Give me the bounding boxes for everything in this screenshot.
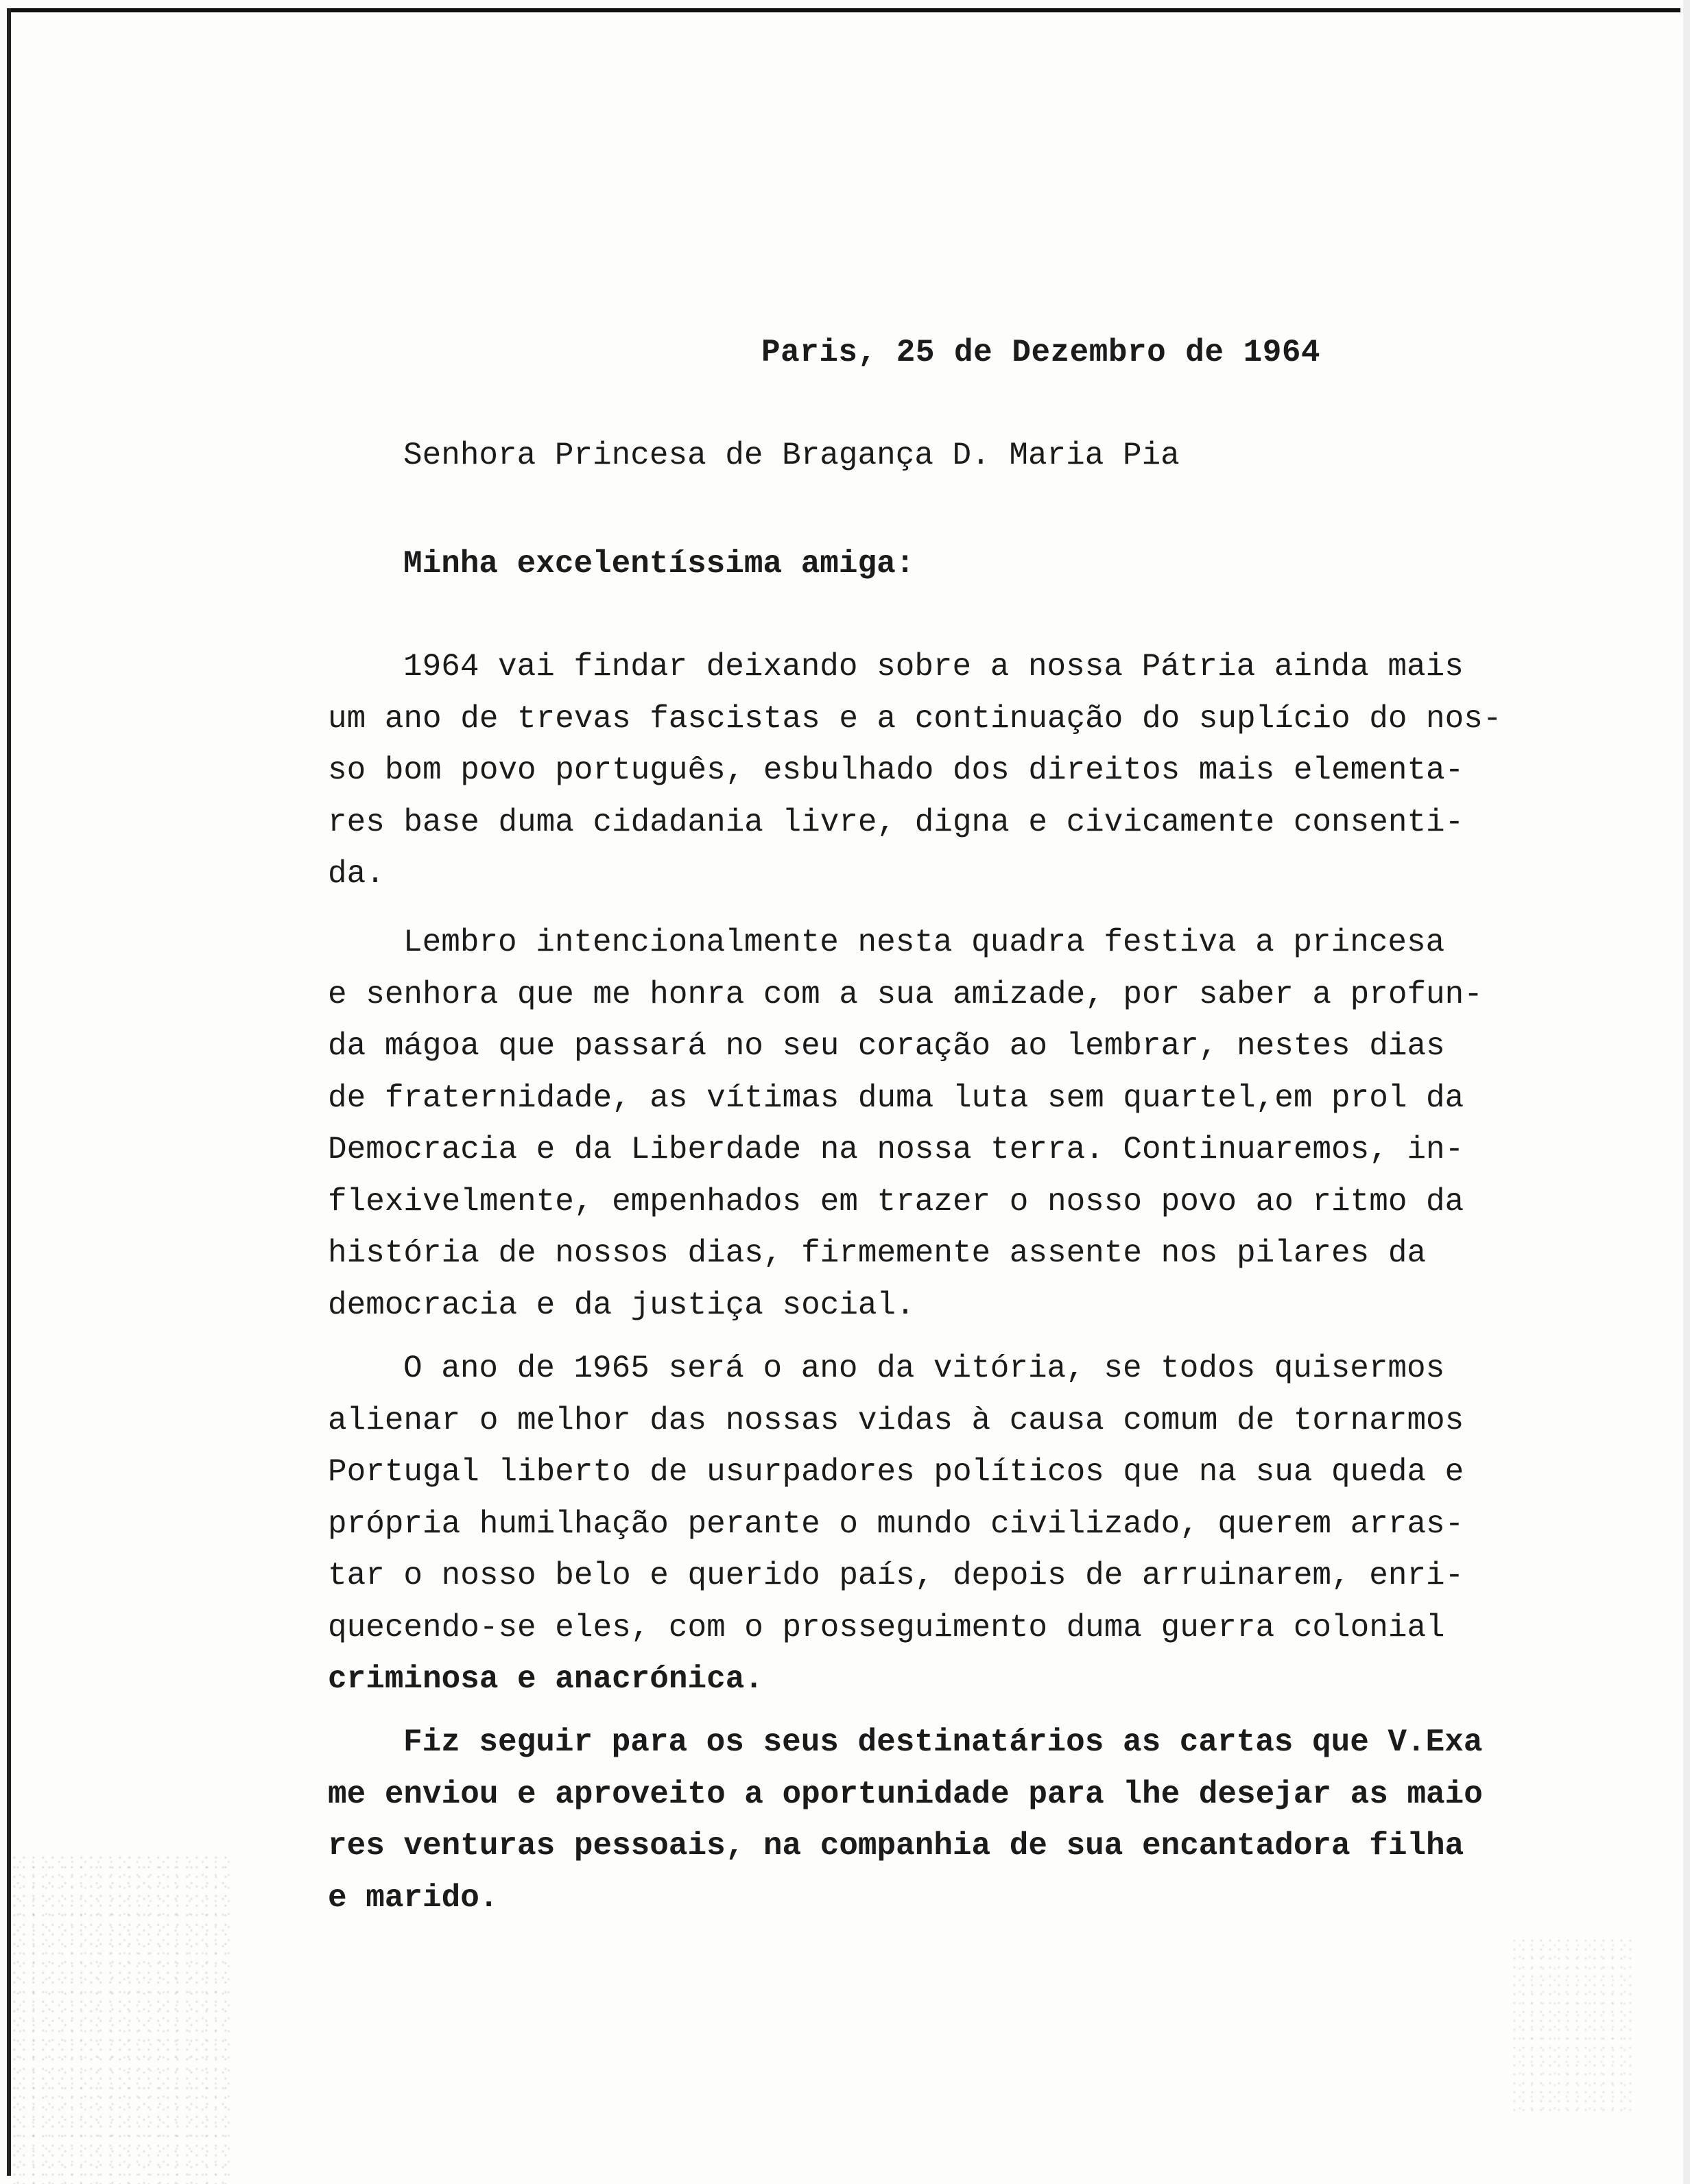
paragraph-line: alienar o melhor das nossas vidas à causa comum de tornarmos [328,1402,1464,1438]
paragraph-line: res venturas pessoais, na companhia de sua encantadora filha [328,1828,1464,1864]
scan-noise-bottom-right [1512,1937,1635,2115]
paragraph-2 [328,917,1604,1331]
paragraph-line: própria humilhação perante o mundo civilizado, querem arras- [328,1506,1464,1542]
paragraph-line: Portugal liberto de usurpadores políticos que na sua queda e [328,1454,1464,1490]
letter-addressee: Senhora Princesa de Bragança D. Maria Pia [403,438,1180,473]
paragraph-line: um ano de trevas fascistas e a continuação do suplício do nos- [328,700,1502,737]
paragraph-line: O ano de 1965 será o ano da vitória, se todos quisermos [403,1351,1445,1386]
scan-border-top [7,8,1680,12]
paragraph-3 [328,1343,1604,1706]
paragraph-line: democracia e da justiça social. [328,1287,915,1323]
paragraph-line: flexivelmente, empenhados em trazer o nosso povo ao ritmo da [328,1183,1464,1220]
paragraph-line: so bom povo português, esbulhado dos direitos mais elementa- [328,752,1464,788]
paragraph-line: me enviou e aproveito a oportunidade para lhe desejar as maio [328,1776,1483,1812]
scan-border-left [7,8,11,2176]
paragraph-1 [328,641,1604,901]
paragraph-line: de fraternidade, as vítimas duma luta sem quartel,em prol da [328,1080,1464,1116]
scan-noise-bottom-left [12,1855,232,2184]
paragraph-line: história de nossos dias, firmemente assente nos pilares da [328,1235,1427,1271]
paragraph-line: 1964 vai findar deixando sobre a nossa Pátria ainda mais [403,649,1464,685]
paragraph-line: tar o nosso belo e querido país, depois de arruinarem, enri- [328,1558,1464,1593]
paragraph-line: criminosa e anacrónica. [328,1661,763,1697]
paragraph-line: Democracia e da Liberdade na nossa terra. Continuaremos, in- [328,1132,1464,1167]
scan-border-right [1683,0,1690,2184]
paragraph-line: quecendo-se eles, com o prosseguimento duma guerra colonial [328,1609,1445,1646]
paragraph-4 [328,1717,1604,1924]
paragraph-line: Fiz seguir para os seus destinatários as cartas que V.Exa [403,1724,1483,1760]
letter-greeting: Minha excelentíssima amiga: [403,546,915,582]
paragraph-line: da. [328,856,385,892]
paragraph-line: Lembro intencionalmente nesta quadra festiva a princesa [403,925,1445,960]
paragraph-line: da mágoa que passará no seu coração ao lembrar, nestes dias [328,1028,1445,1064]
letter-date: Paris, 25 de Dezembro de 1964 [761,335,1321,370]
paragraph-line: e marido. [328,1879,499,1916]
paragraph-line: res base duma cidadania livre, digna e civicamente consenti- [328,804,1464,840]
paragraph-line: e senhora que me honra com a sua amizade, por saber a profun- [328,976,1483,1012]
